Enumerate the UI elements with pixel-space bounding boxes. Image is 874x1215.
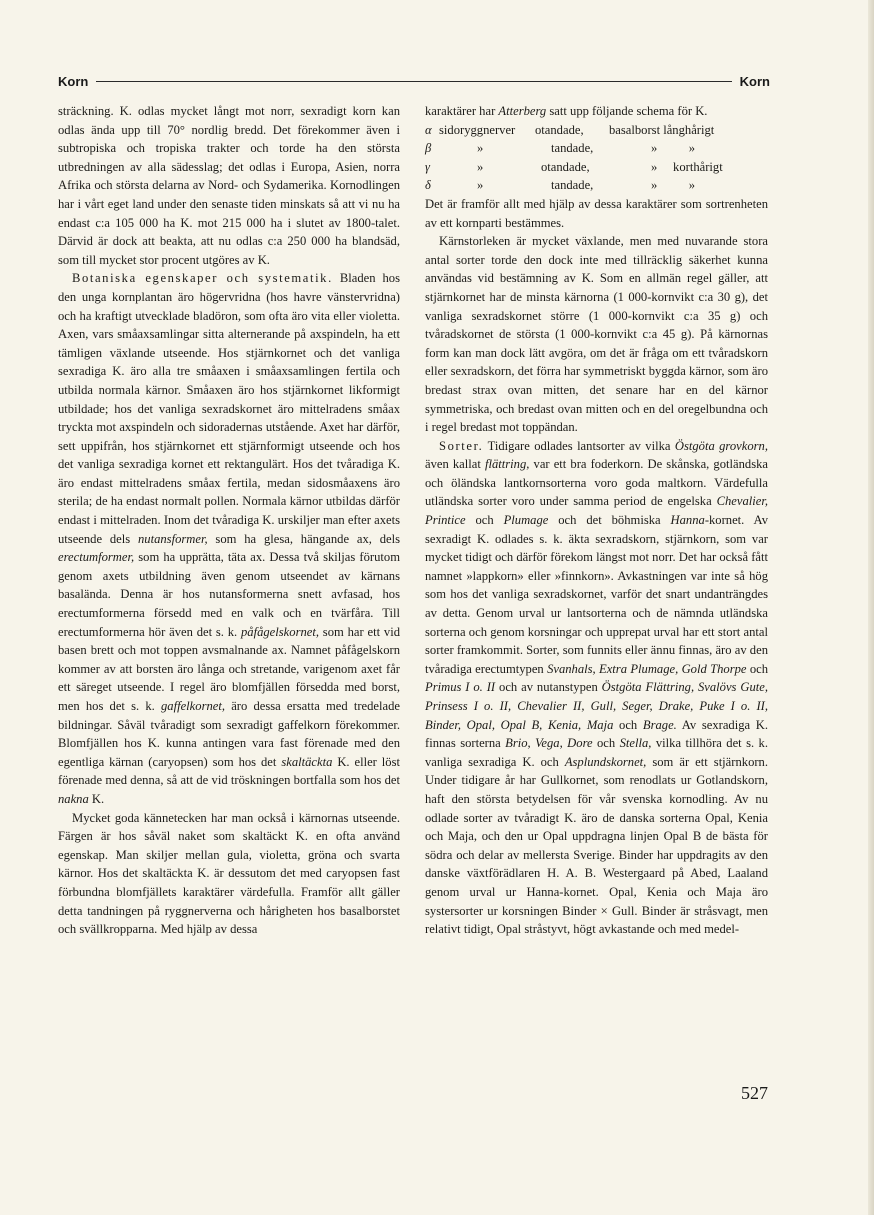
page-edge xyxy=(868,0,874,1215)
schema-row: γ » otandade, » korthårigt xyxy=(425,159,723,174)
schema-row: δ » tandade, » » xyxy=(425,178,696,193)
running-head xyxy=(58,72,770,90)
schema-row: α sidoryggnerver otandade, basalborst långhårigt xyxy=(425,122,715,137)
running-head-left: Korn xyxy=(58,73,89,89)
right-column xyxy=(425,102,768,939)
header-rule xyxy=(96,81,731,82)
section-heading: Sorter. xyxy=(439,438,484,453)
paragraph: Sorter. Tidigare odlades lantsorter av vilka Östgöta grovkorn, även kallat flättring, var ett bra foderkorn. De skånska, gotländska och öländska lantkornsorterna voro goda maltkorn. Värdefulla utländska sorter voro under samma period de engelska Chevalier, Printice och Plumage och det böhmiska Hanna-kornet. Av sexradigt K. odlades s. k. äkta sexradskorn, stjärnkorn, som var mycket tidigt och därför förekom längst mot norr. Det har också fått namnet »lappkorn» eller »finnkorn». Avkastningen var inte så hög som hos det vanliga sexradskornet, varför det snart undanträngdes av detta. Genom urval ur lantsorterna och de nämnda utländska sorterna och genom korsningar och upprepat urval har ett stort antal sorter framkommit. Sorter, som funnits eller ännu finnas, äro av den tvåradiga erectumtypen Svanhals, Extra Plumage, Gold Thorpe och Primus I o. II och av nutanstypen Östgöta Flättring, Svalövs Gute, Prinsess I o. II, Chevalier II, Gull, Seger, Drake, Puke I o. II, Binder, Opal, Opal B, Kenia, Maja och Brage. Av sexradiga K. finnas sorterna Brio, Vega, Dore och Stella, vilka tillhöra det s. k. vanliga sexradiga K. och Asplundskornet, som är ett stjärnkorn. Under tidigare år har Gullkornet, som renodlats ur Gotlandskorn, haft den största betydelsen för vår svenska kornodling. Av nu odlade sorter av tvåradigt K. äro de danska sorterna Opal, Kenia och Maja, och den ur Opal uppdragna linjen Opal B de bästa för södra och delar av mellersta Sverige. Binder har uppdragits av den danske växtförädlaren H. A. B. Westergaard på Abed, Laaland genom urval ur Hanna-kornet. Opal, Kenia och Maja äro systersorter ur korsningen Binder × Gull. Binder är stråsvagt, men relativt tidigt, Opal stråstyvt, högt avkastande och med medel- xyxy=(425,438,768,937)
running-head-right: Korn xyxy=(739,73,770,89)
atterberg-schema xyxy=(425,121,768,195)
section-heading: Botaniska egenskaper och systematik. xyxy=(72,271,333,286)
page-number: 527 xyxy=(741,1083,768,1103)
left-column xyxy=(58,102,400,939)
schema-row: β » tandade, » » xyxy=(425,141,696,156)
paragraph: Botaniska egenskaper och systematik. Bladen hos den unga kornplantan äro högervridna (hos havre vänstervridna) och ha kraftigt utvecklade bladöron, som ofta äro vita eller violetta. Axen, vars småaxsamlingar sitta alternerande på axspindeln, ha ett tämligen växlande utseende. Hos stjärnkornet och det vanliga sexradiga K. äro alla tre småaxen i småaxsamlingen fertila och utbilda normala kärnor. Småaxen äro hos stjärnkornet likformigt utbildade; hos det vanliga sexradskornet äro mittelradens småax tryckta mot axspindeln och sidoradernas utstående. Axet har därför, sett uppifrån, hos stjärnkornet ett stjärnformigt utseende och hos det vanliga sexradiga kornet ett rektangulärt. Hos det tvåradiga K. äro endast mittelradens småax fertila, medan sidosmåaxens äro sterila; de ha endast normalt pollen. Normala kärnor utbildas därför endast i mittelraden. Inom det tvåradiga K. urskiljer man efter axets utseende dels nutansformer, som ha glesa, hängande ax, dels erectumformer, som ha upprätta, täta ax. Dessa två skiljas förutom genom axets utbildning även genom utseendet av kärnans basalända. Denna är hos nutansformerna snett avfasad, hos erectumformerna försedd med en valk och en tvärfåra. Till erectumformerna hör även det s. k. påfågelskornet, som har ett vid basen brett och mot toppen avsmalnande ax. Namnet påfågelskorn kommer av att borsten äro långa och stretande, varigenom axet får ett säreget utseende. I regel äro blomfjällen försedda med borst, men hos det s. k. gaffelkornet, äro dessa ersatta med tredelade bildningar. Såväl tvåradigt som sexradigt gaffelkorn förekommer. Blomfjällen hos K. kunna antingen vara fast förenade med den egentliga kärnan (caryopsen) som hos det skaltäckta K. eller löst förenade med denna, så att de vid tröskningen bortfalla som hos det nakna K. xyxy=(58,271,400,806)
paragraph: sträckning. K. odlas mycket långt mot norr, sexradigt korn kan odlas ända upp till 70° nordlig bredd. Det förekommer även i subtropiska och tropiska trakter och torde ha den största utbredningen av alla sädesslag; det odlas i Europa, Asien, norra Afrika och största delarna av Nord- och Sydamerika. Kornodlingen har i vårt eget land under den senaste tiden minskats så att vi nu ha endast c:a 105 000 ha K. mot 215 000 ha i slutet av 1800-talet. Därvid är dock att beakta, att nu odlas c:a 250 000 ha blandsäd, som till mycket stor procent utgöres av K. xyxy=(58,104,400,267)
paragraph: karaktärer har Atterberg satt upp följande schema för K. xyxy=(425,104,708,118)
paragraph: Det är framför allt med hjälp av dessa karaktärer som sortrenheten av ett kornparti bestämmes. xyxy=(425,196,768,230)
paragraph: Kärnstorleken är mycket växlande, men med nuvarande stora antal sorter torde den dock inte med tillräcklig säkerhet kunna användas vid bestämning av K. Som en allmän regel gäller, att stjärnkornet har de minsta kärnorna (1 000-kornvikt c:a 30 g), det vanliga sexradskornet större (1 000-kornvikt c:a 35 g) och tvåradskornet de största (1 000-kornvikt c:a 45 g). På kärnornas form kan man dock lätt avgöra, om det är fråga om ett tvåradskorn eller sexradskorn, det förra har symmetriskt byggda kärnor, som äro bredast strax ovan mitten, det senare har en del kärnor symmetriska, och bredast ovan mitten och en del oregelbundna och i regel bredast mot toppändan. xyxy=(425,234,768,435)
paragraph: Mycket goda kännetecken har man också i kärnornas utseende. Färgen är hos såväl naket som skaltäckt K. en ofta använd egenskap. Man skiljer mellan gula, violetta, gröna och svarta kärnor. Hos det skaltäckta K. är dessutom det med caryopsen fast förbundna blomfjällets karaktärer värdefulla. Framför allt gäller detta tandningen på ryggnerverna och hårigheten hos basalborstet och svällkropparna. Med hjälp av dessa xyxy=(58,810,400,937)
